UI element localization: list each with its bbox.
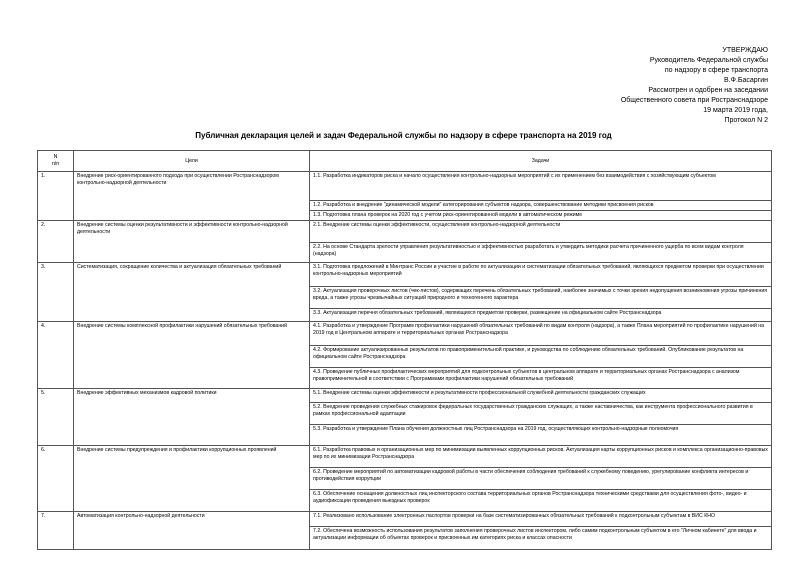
approval-line: Общественного совета при Ространснадзоре <box>620 97 768 104</box>
header-goals: Цели <box>74 151 310 172</box>
goal-cell: Внедрение эффективных механизмов кадровой политики <box>74 389 310 446</box>
goal-cell: Систематизация, сокращение количества и актуализация обязательных требований <box>74 263 310 322</box>
task-cell: 5.3. Разработка и утверждение Плана обучения должностных лиц Ространснадзора на 2019 год, осуществляющих контрольно-надзорные полномочия <box>310 425 772 446</box>
table-row <box>38 322 772 346</box>
task-cell: 6.2. Проведение мероприятий по автоматизации кадровой работы в части обеспечения соблюдения требований к служебному поведению, урегулирование конфликта интересов и противодействия коррупции <box>310 468 772 490</box>
row-number: 5. <box>38 389 74 446</box>
approval-line: Рассмотрен и одобрен на заседании <box>648 87 768 94</box>
table-row <box>38 446 772 468</box>
task-cell: 4.3. Проведение публичных профилактических мероприятий для подконтрольных субъектов в центральном аппарате и территориальных органах Ространснадзора с анализом правоприменительной в соответствии с Программами профилактики нарушений обязательных требований <box>310 368 772 389</box>
goal-cell: Внедрение системы предупреждения и профилактики коррупционных проявлений <box>74 446 310 512</box>
approval-line: УТВЕРЖДАЮ <box>722 47 768 54</box>
row-number: 7. <box>38 512 74 550</box>
approval-line: 19 марта 2019 года, <box>703 107 768 114</box>
document-title: Публичная декларация целей и задач Федеральной службы по надзору в сфере транспорта на 2019 год <box>195 131 612 140</box>
approval-line: В.Ф.Басаргин <box>724 77 768 84</box>
table-row <box>38 221 772 243</box>
approval-line: Руководитель Федеральной службы <box>649 57 768 64</box>
table-row <box>38 263 772 287</box>
table-row <box>38 172 772 201</box>
task-cell: 1.1. Разработка индикаторов риска и начало осуществления контрольно-надзорных мероприятий с их применением без взаимодействия с хозяйствующим субъектом <box>310 172 772 201</box>
row-number: 6. <box>38 446 74 512</box>
task-cell: 7.2. Обеспечена возможность использования результатов заполнения проверочных листов инспектором, либо самим подконтрольным субъектом в его "Личном кабинете" для ввода и актуализации информации об объектах проверок и присвоенных им категориях риска и классах опасности <box>310 527 772 550</box>
task-cell: 5.1. Внедрение системы оценки эффективности и результативности профессиональной служебной деятельности гражданских служащих <box>310 389 772 403</box>
goal-cell: Автоматизация контрольно-надзорной деятельности <box>74 512 310 550</box>
task-cell: 1.3. Подготовка плана проверок на 2020 год с учетом риск-ориентированной модели в автоматическом режиме <box>310 211 772 221</box>
goal-cell: Внедрение риск-ориентированного подхода при осуществлении Ространснадзором контрольно-надзорной деятельности <box>74 172 310 221</box>
goal-cell: Внедрение системы оценки результативности и эффективности контрольно-надзорной деятельности <box>74 221 310 263</box>
row-number: 2. <box>38 221 74 263</box>
approval-line: Протокол N 2 <box>724 117 768 124</box>
table-row <box>38 389 772 403</box>
task-cell: 4.2. Формирование актуализированных результатов по правоприменительной практике, и руководства по соблюдению обязательных требований. Опубликование результатов на официальном сайте Ространснадзора <box>310 346 772 368</box>
task-cell: 3.2. Актуализация проверочных листов (чек-листов), содержащих перечень обязательных требований, наиболее значимых с точки зрения недопущения возникновения угрозы причинения вреда, а также угрозы чрезвычайных ситуаций природного и техногенного характера <box>310 287 772 309</box>
table-row <box>38 512 772 527</box>
declaration-table <box>37 150 772 550</box>
task-cell: 5.2. Внедрение проведения служебных стажировок федеральных государственных гражданских служащих, а также наставничества, как инструмента профессионального развития в рамках профессиональной адаптации <box>310 403 772 425</box>
task-cell: 7.1. Реализовано использование электронных паспортов проверки на базе систематизированных обязательных требований к подконтрольным субъектам в ВИС КНО <box>310 512 772 527</box>
row-number: 4. <box>38 322 74 389</box>
task-cell: 6.1. Разработка правовых и организационных мер по минимизации выявленных коррупционных рисков. Актуализация карты коррупционных рисков и комплекса организационно-правовых мер по их минимизации Ространснадзора <box>310 446 772 468</box>
task-cell: 1.2. Разработка и внедрение "динамической модели" категорирования субъектов надзора, совершенствование методики присвоения рисков <box>310 201 772 211</box>
task-cell: 6.3. Обеспечение оснащения должностных лиц инспекторского состава территориальных органов Ространснадзора техническими средствами для осуществления фото-, видео- и аудиофиксации проведения выездных проверок <box>310 490 772 512</box>
goal-cell: Внедрение системы комплексной профилактики нарушений обязательных требований <box>74 322 310 389</box>
header-num: N п/п <box>38 151 74 172</box>
task-cell: 3.3. Актуализация перечня обязательных требований, являющихся предметом проверки, размещение на официальном сайте Ространснадзора <box>310 309 772 322</box>
task-cell: 4.1. Разработка и утверждение Программ профилактики нарушений обязательных требований по видам контроля (надзора), а также Плана мероприятий по профилактике нарушений на 2019 год в Центральном аппарате и территориальных органах Ространснадзора <box>310 322 772 346</box>
task-cell: 2.2. На основе Стандарта зрелости управления результативностью и эффективностью разработать и утвердить методики расчета причиненного ущерба по всем видам контроля (надзора) <box>310 243 772 263</box>
approval-block <box>621 46 768 126</box>
header-tasks: Задачи <box>310 151 772 172</box>
row-number: 1. <box>38 172 74 221</box>
task-cell: 3.1. Подготовка предложений в Минтранс России и участие в работе по актуализации и систематизации обязательных требований, являющихся предметом проверки при осуществлении контрольно-надзорных мероприятий <box>310 263 772 287</box>
row-number: 3. <box>38 263 74 322</box>
approval-line: по надзору в сфере транспорта <box>664 67 768 74</box>
table-header-row <box>38 151 772 172</box>
task-cell: 2.1. Внедрение системы оценки эффективности, осуществления контрольно-надзорной деятельности <box>310 221 772 243</box>
